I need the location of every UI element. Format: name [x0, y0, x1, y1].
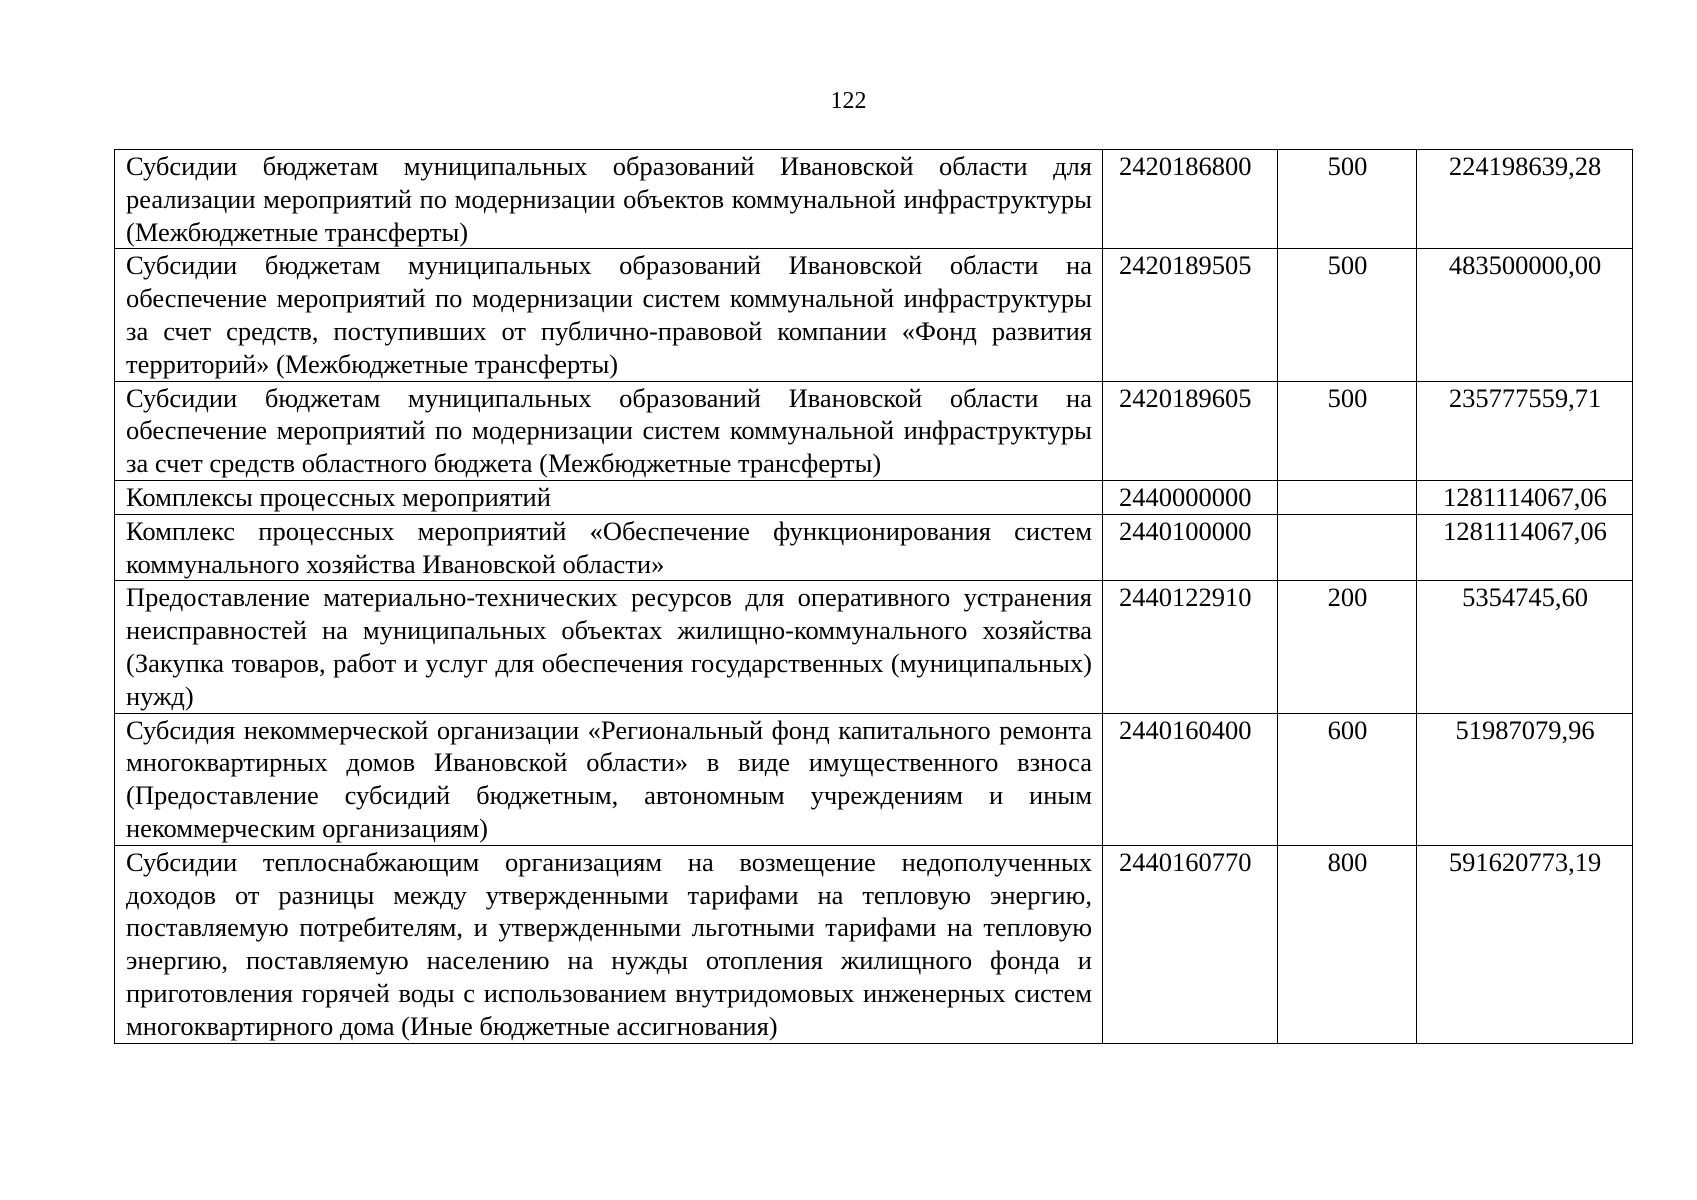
row-expense-type: 500 [1278, 150, 1417, 249]
table-row [115, 514, 1633, 581]
row-amount: 483500000,00 [1417, 249, 1633, 381]
row-expense-type: 800 [1278, 845, 1417, 1043]
row-description: Субсидии бюджетам муниципальных образований Ивановской области для реализации мероприятий по модернизации объектов коммунальной инфраструктуры (Межбюджетные трансферты) [115, 150, 1103, 249]
table-row [115, 845, 1633, 1043]
row-description: Комплекс процессных мероприятий «Обеспечение функционирования систем коммунального хозяйства Ивановской области» [115, 514, 1103, 581]
row-expense-type: 600 [1278, 713, 1417, 845]
row-target-code: 2420189505 [1103, 249, 1278, 381]
row-target-code: 2440100000 [1103, 514, 1278, 581]
row-amount: 51987079,96 [1417, 713, 1633, 845]
row-target-code: 2440122910 [1103, 581, 1278, 713]
row-amount: 1281114067,06 [1417, 514, 1633, 581]
table-row [115, 150, 1633, 249]
row-description: Субсидии бюджетам муниципальных образований Ивановской области на обеспечение мероприятий по модернизации систем коммунальной инфраструктуры за счет средств областного бюджета (Межбюджетные трансферты) [115, 381, 1103, 480]
row-description: Предоставление материально-технических ресурсов для оперативного устранения неисправностей на муниципальных объектах жилищно-коммунального хозяйства (Закупка товаров, работ и услуг для обеспечения государственных (муниципальных) нужд) [115, 581, 1103, 713]
row-expense-type: 500 [1278, 381, 1417, 480]
row-target-code: 2440160770 [1103, 845, 1278, 1043]
row-description: Комплексы процессных мероприятий [115, 480, 1103, 514]
row-amount: 224198639,28 [1417, 150, 1633, 249]
budget-table [114, 149, 1633, 1044]
row-target-code: 2440160400 [1103, 713, 1278, 845]
row-amount: 235777559,71 [1417, 381, 1633, 480]
table-row [115, 249, 1633, 381]
row-description: Субсидия некоммерческой организации «Региональный фонд капитального ремонта многоквартирных домов Ивановской области» в виде имущественного взноса (Предоставление субсидий бюджетным, автономным учреждениям и иным некоммерческим организациям) [115, 713, 1103, 845]
row-expense-type: 500 [1278, 249, 1417, 381]
table-row [115, 713, 1633, 845]
row-target-code: 2420186800 [1103, 150, 1278, 249]
row-description: Субсидии бюджетам муниципальных образований Ивановской области на обеспечение мероприятий по модернизации систем коммунальной инфраструктуры за счет средств, поступивших от публично-правовой компании «Фонд развития территорий» (Межбюджетные трансферты) [115, 249, 1103, 381]
row-description: Субсидии теплоснабжающим организациям на возмещение недополученных доходов от разницы между утвержденными тарифами на тепловую энергию, поставляемую потребителям, и утвержденными льготными тарифами на тепловую энергию, поставляемую населению на нужды отопления жилищного фонда и приготовления горячей воды с использованием внутридомовых инженерных систем многоквартирного дома (Иные бюджетные ассигнования) [115, 845, 1103, 1043]
row-expense-type [1278, 514, 1417, 581]
row-target-code: 2420189605 [1103, 381, 1278, 480]
row-target-code: 2440000000 [1103, 480, 1278, 514]
table-row [115, 381, 1633, 480]
table-row [115, 480, 1633, 514]
row-expense-type: 200 [1278, 581, 1417, 713]
row-amount: 591620773,19 [1417, 845, 1633, 1043]
row-amount: 1281114067,06 [1417, 480, 1633, 514]
row-amount: 5354745,60 [1417, 581, 1633, 713]
page-number: 122 [830, 88, 867, 114]
table-row [115, 581, 1633, 713]
row-expense-type [1278, 480, 1417, 514]
